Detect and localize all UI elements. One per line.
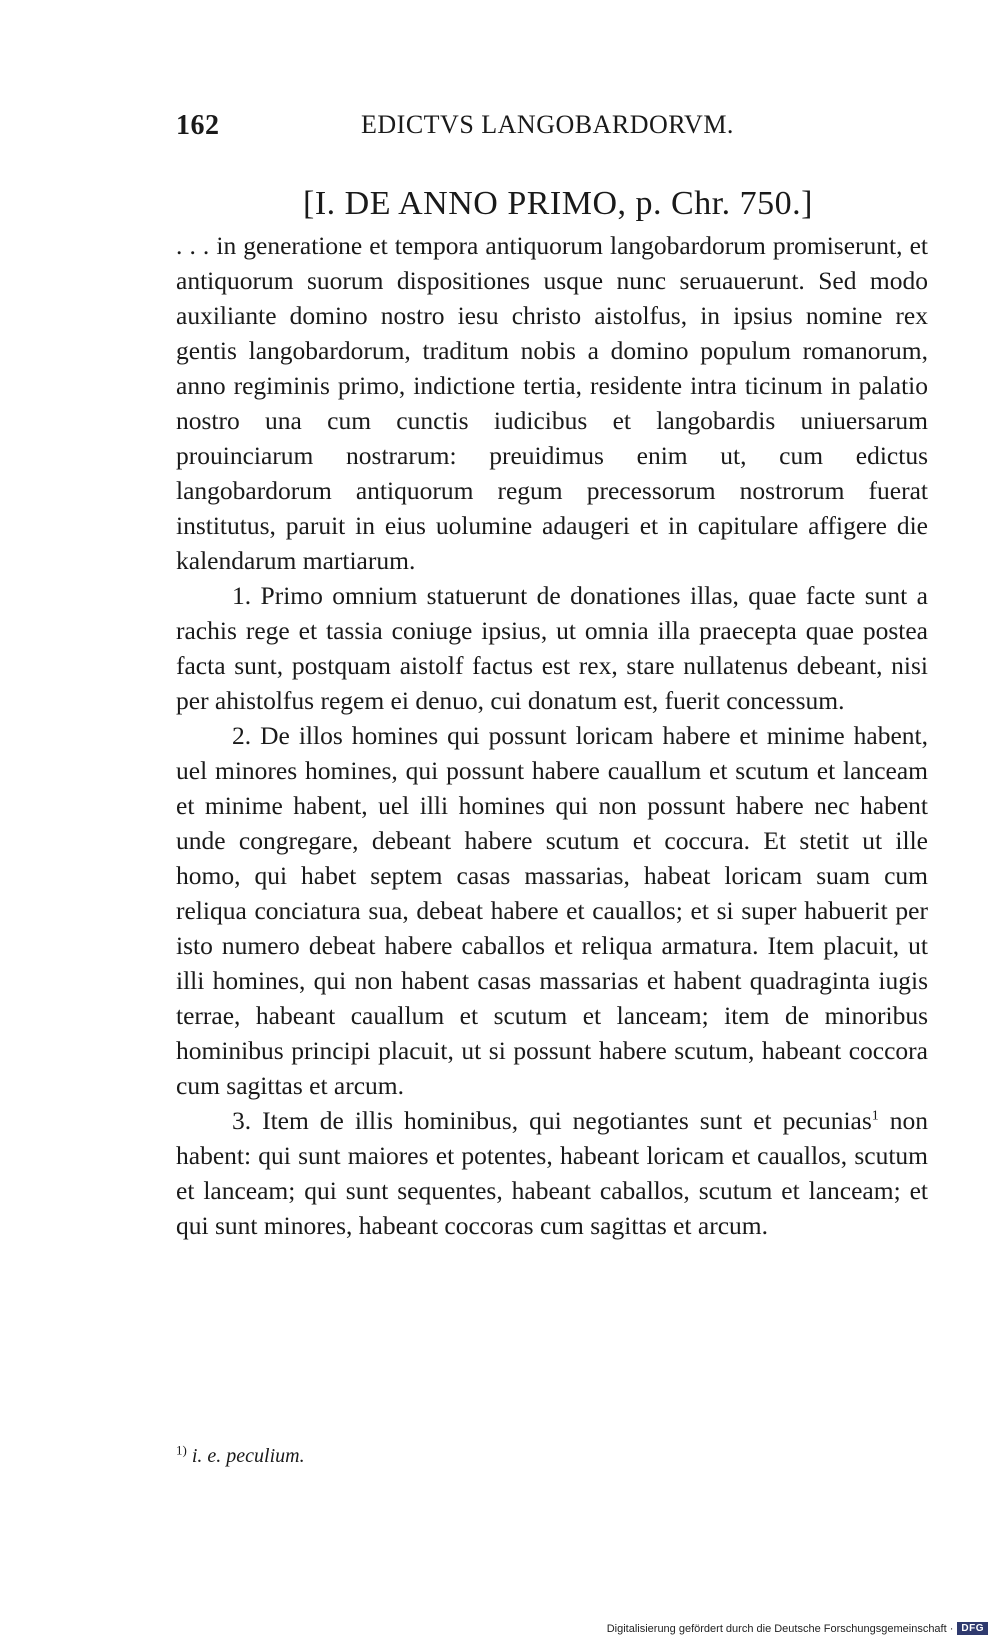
- footnote-reference[interactable]: 1: [871, 1108, 879, 1124]
- intro-paragraph: . . . in generatione et tempora antiquorum langobardorum promiserunt, et antiquorum suorum dispositiones usque nunc seruauerunt. Sed modo auxiliante domino nostro iesu christo aistolfus, in ipsius nomine rex gentis langobardorum, traditum nobis a domino populum romanorum, anno regiminis primo, indictione tertia, residente intra ticinum in palatio nostro una cum cunctis iudicibus et langobardis uniuersarum prouinciarum nostrarum: preuidimus enim ut, cum edictus langobardorum antiquorum regum precessorum nostrorum fuerat institutus, paruit in eius uolumine adaugeri et in capitulare affigere die kalendarum martiarum.: [176, 231, 928, 575]
- running-head: [176, 110, 928, 146]
- paragraph-3-text-b: non habent: qui sunt maiores et potentes, habeant loricam et cauallos, scutum et lanceam; qui sunt sequentes, habeant caballos, scutum et lanceam; et qui sunt minores, habeant coccoras cum sagittas et arcum.: [176, 1106, 929, 1240]
- body-text: [176, 228, 928, 1243]
- digitization-credit: [607, 1622, 988, 1635]
- paragraph-3-text-a: 3. Item de illis hominibus, qui negotiantes sunt et pecunias: [232, 1106, 872, 1135]
- paragraph-3: [176, 1103, 928, 1243]
- footnote-text: i. e. peculium.: [186, 1445, 305, 1467]
- footnote: [176, 1442, 305, 1468]
- paragraph-2: 2. De illos homines qui possunt loricam habere et minime habent, uel minores homines, qui possunt habere cauallum et scutum et lanceam et minime habent, uel illi homines qui non possunt habere nec habent unde congregare, debeant habere scutum et coccura. Et stetit ut ille homo, qui habet septem casas massarias, habeat loricam suam cum reliqua conciatura sua, debeat habere et cauallos; et si super habuerit per isto numero debeat habere caballos et reliqua armatura. Item placuit, ut illi homines, qui non habent casas massarias et habent quadraginta iugis terrae, habeant cauallum et scutum et lanceam; item de minoribus hominibus principi placuit, ut si possunt habere scutum, habeant coccora cum sagittas et arcum.: [176, 721, 928, 1100]
- paragraph-1: 1. Primo omnium statuerunt de donationes illas, quae facte sunt a rachis rege et tassia coniuge ipsius, ut omnia illa praecepta quae postea facta sunt, postquam aistolf factus est rex, stare nullatenus debeant, nisi per ahistolfus regem ei denuo, cui donatum est, fuerit concessum.: [176, 581, 928, 715]
- footnote-mark: 1): [176, 1442, 187, 1458]
- credit-text: Digitalisierung gefördert durch die Deutsche Forschungsgemeinschaft ·: [606, 1622, 954, 1635]
- dfg-logo-icon: DFG: [957, 1622, 988, 1635]
- book-title: EDICTVS LANGOBARDORVM.: [361, 110, 734, 139]
- page: [176, 110, 929, 1467]
- section-title: [I. DE ANNO PRIMO, p. Chr. 750.]: [303, 185, 813, 222]
- page-number: 162: [176, 110, 220, 141]
